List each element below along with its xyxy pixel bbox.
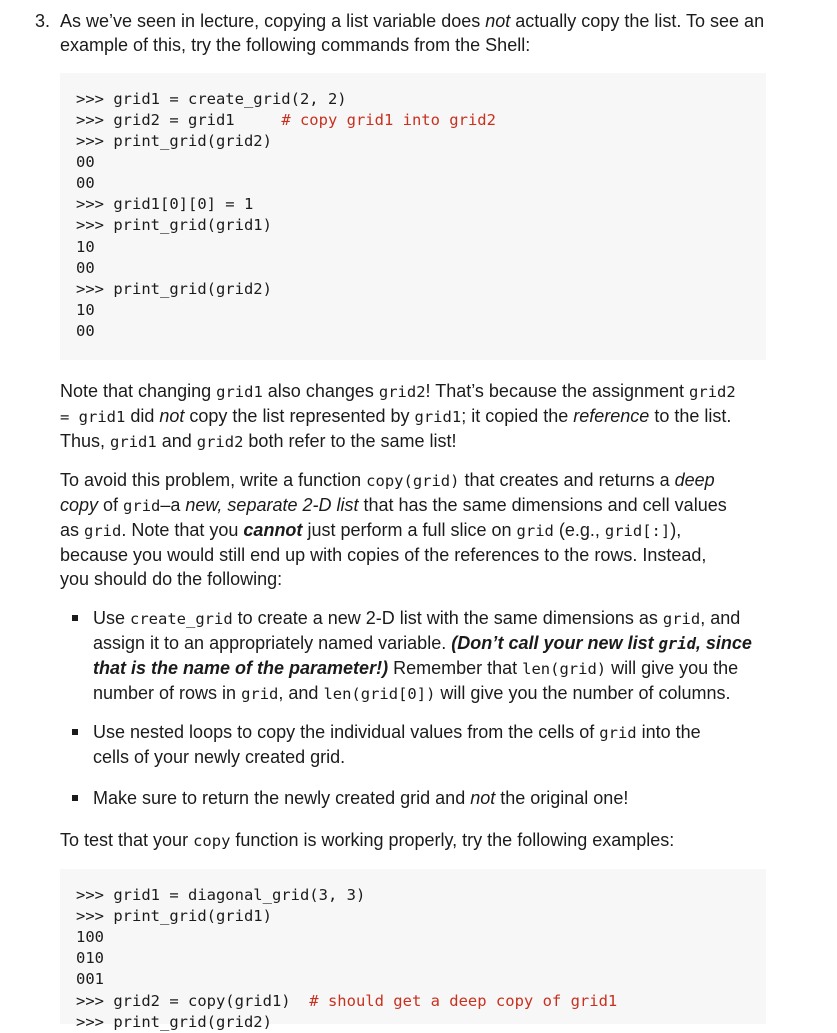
intro-text-2: actually copy the list. To see an example of this, try the following commands from the Shell: bbox=[60, 11, 765, 55]
code-line: >>> grid1[0][0] = 1 bbox=[76, 195, 254, 213]
intro-text: As we’ve seen in lecture, copying a list variable does bbox=[60, 11, 486, 31]
list-item: Make sure to return the newly created grid and not the original one! bbox=[72, 786, 772, 810]
code-line: >>> grid2 = grid1 # copy grid1 into grid2 bbox=[76, 111, 496, 129]
code-comment: # should get a deep copy of grid1 bbox=[309, 992, 618, 1010]
code-line: >>> print_grid(grid1) bbox=[76, 216, 272, 234]
shell-example-2 bbox=[60, 869, 766, 1031]
intro-paragraph bbox=[60, 9, 772, 57]
code-line: 00 bbox=[76, 259, 95, 277]
code-line: >>> print_grid(grid2) bbox=[76, 280, 272, 298]
code-line: >>> grid1 = diagonal_grid(3, 3) bbox=[76, 886, 366, 904]
code-line: 00 bbox=[76, 322, 95, 340]
code-line: 10 bbox=[76, 301, 95, 319]
note-paragraph: Note that changing grid1 also changes grid2! That’s because the assignment grid2 = grid1 did not copy the list represented by grid1; it copied the reference to the list. Thus, grid1 and grid2 both refer to the same list! bbox=[60, 381, 736, 451]
intro-emphasis: not bbox=[485, 11, 511, 31]
code-line: 00 bbox=[76, 153, 95, 171]
task-paragraph: To avoid this problem, write a function copy(grid) that creates and returns a deep copy of grid–a new, separate 2-D list that has the same dimensions and cell values as grid. Note that you cannot just perform a full slice on grid (e.g., grid[:]), because you would still end up with copies of the references to the rows. Instead, you should do the following: bbox=[60, 470, 727, 589]
code-line: 001 bbox=[76, 970, 104, 988]
code-comment: # copy grid1 into grid2 bbox=[281, 111, 496, 129]
code-line: 10 bbox=[76, 238, 95, 256]
list-item: Use create_grid to create a new 2-D list with the same dimensions as grid, and assign it to an appropriately named variable. (Don’t call your new list grid, since that is the name of the parameter!) Remember that len(grid) will give you the number of rows in grid, and len(grid[0]) will give you the number of columns. bbox=[72, 606, 772, 706]
code-line: 100 bbox=[76, 928, 104, 946]
code-line: 00 bbox=[76, 174, 95, 192]
code-line: >>> grid2 = copy(grid1) # should get a deep copy of grid1 bbox=[76, 992, 618, 1010]
bullet-marker bbox=[72, 615, 78, 621]
code-line: 010 bbox=[76, 949, 104, 967]
list-item: Use nested loops to copy the individual values from the cells of grid into the cells of your newly created grid. bbox=[72, 720, 772, 769]
bullet-marker bbox=[72, 795, 78, 801]
item-number: 3. bbox=[35, 11, 51, 31]
test-intro-paragraph: To test that your copy function is working properly, try the following examples: bbox=[60, 830, 675, 850]
code-line: >>> print_grid(grid2) bbox=[76, 132, 272, 150]
bullet-marker bbox=[72, 729, 78, 735]
shell-example-1 bbox=[60, 73, 766, 360]
code-line: >>> print_grid(grid1) bbox=[76, 907, 272, 925]
code-line: >>> print_grid(grid2) bbox=[76, 1013, 272, 1031]
code-line: >>> grid1 = create_grid(2, 2) bbox=[76, 90, 347, 108]
